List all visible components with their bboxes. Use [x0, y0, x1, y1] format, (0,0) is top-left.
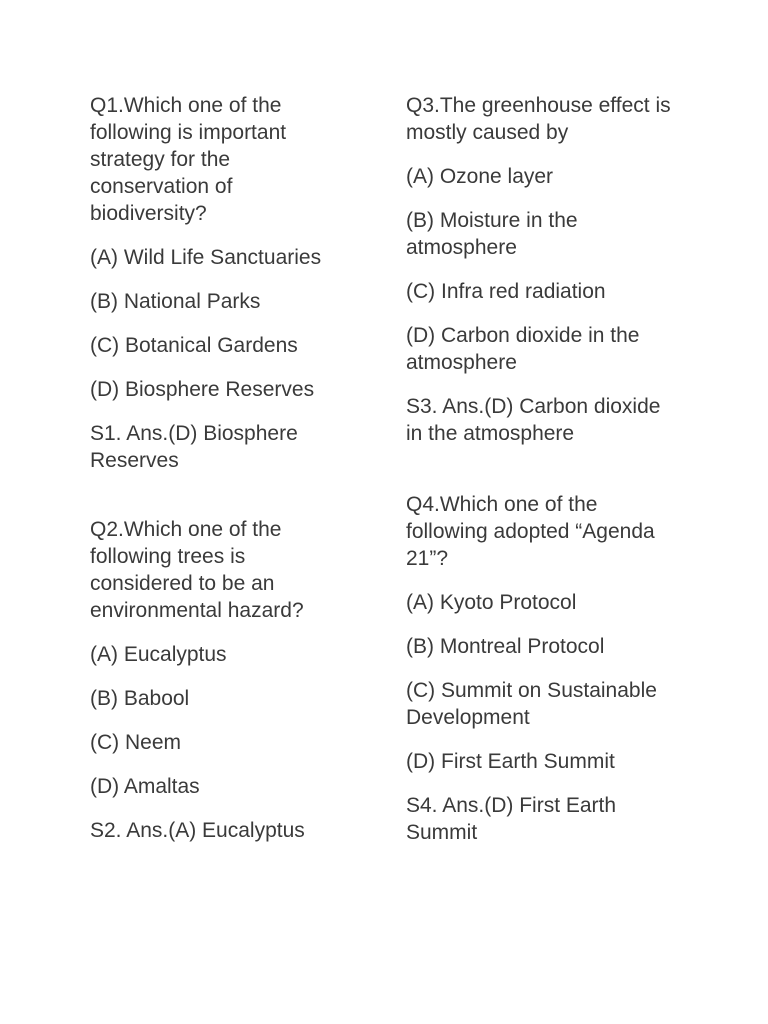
answer: S4. Ans.(D) First Earth Summit	[406, 794, 617, 844]
option-d: (D) Amaltas	[90, 775, 200, 798]
question-2	[90, 516, 350, 844]
option-d: (D) Biosphere Reserves	[90, 378, 315, 401]
option-a: (A) Ozone layer	[406, 165, 554, 188]
answer: S1. Ans.(D) Biosphere Reserves	[90, 422, 298, 472]
question-stem: Q2.Which one of the following trees is considered to be an environmental hazard?	[90, 518, 304, 622]
left-column	[90, 92, 350, 861]
option-b: (B) National Parks	[90, 290, 261, 313]
option-b: (B) Babool	[90, 687, 190, 710]
option-c: (C) Botanical Gardens	[90, 334, 298, 357]
option-c: (C) Neem	[90, 731, 182, 754]
answer: S3. Ans.(D) Carbon dioxide in the atmosphere	[406, 395, 661, 445]
option-a: (A) Eucalyptus	[90, 643, 227, 666]
answer: S2. Ans.(A) Eucalyptus	[90, 819, 305, 842]
option-d: (D) Carbon dioxide in the atmosphere	[406, 324, 640, 374]
option-a: (A) Wild Life Sanctuaries	[90, 246, 322, 269]
right-column	[406, 92, 686, 863]
option-a: (A) Kyoto Protocol	[406, 591, 577, 614]
option-b: (B) Moisture in the atmosphere	[406, 209, 578, 259]
question-4	[406, 491, 686, 846]
option-b: (B) Montreal Protocol	[406, 635, 605, 658]
option-d: (D) First Earth Summit	[406, 750, 615, 773]
question-stem: Q3.The greenhouse effect is mostly caused by	[406, 94, 671, 144]
question-1	[90, 92, 350, 474]
option-c: (C) Infra red radiation	[406, 280, 606, 303]
option-c: (C) Summit on Sustainable Development	[406, 679, 657, 729]
question-3	[406, 92, 686, 447]
question-stem: Q1.Which one of the following is important strategy for the conservation of biodiversity?	[90, 94, 287, 225]
question-stem: Q4.Which one of the following adopted “Agenda 21”?	[406, 493, 655, 570]
